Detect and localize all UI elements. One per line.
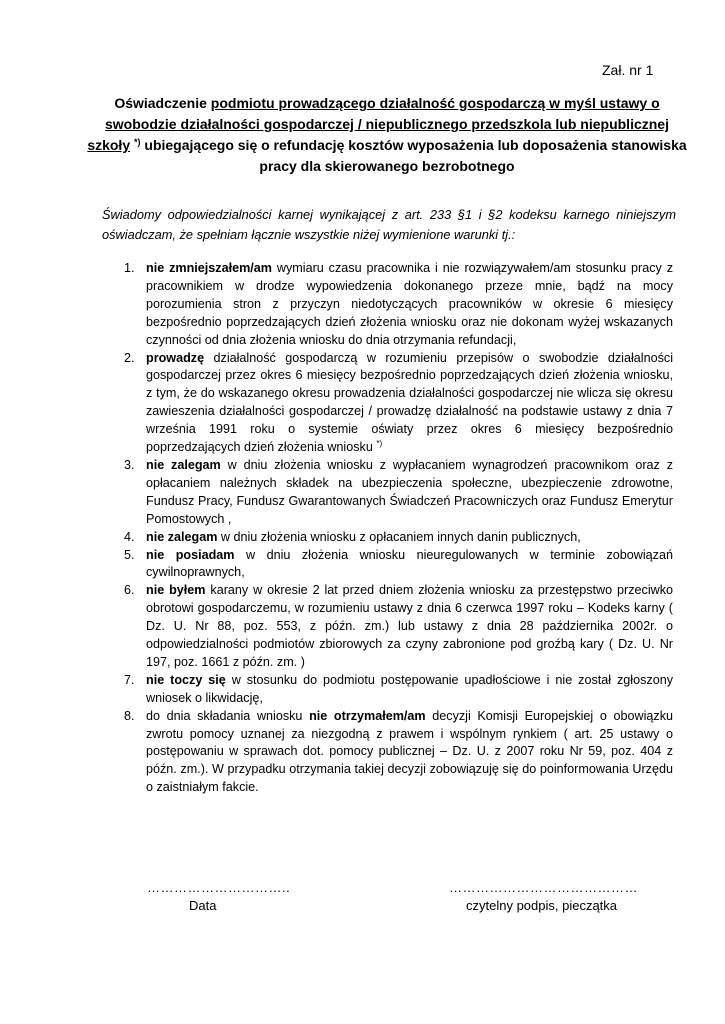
- condition-keyword: nie posiadam: [146, 547, 235, 562]
- condition-number: 1.: [124, 261, 135, 275]
- condition-text: w dniu złożenia wniosku z wypłacaniem wynagrodzeń pracownikom oraz z opłacaniem należnych składek na ubezpieczenia społeczne, ubezpieczenie zdrowotne, Fundusz Pracy, Fundusz Gwarantowanych Świadczeń Pracowniczych oraz Fundusz Emerytur Pomostowych ,: [146, 457, 673, 526]
- title-rest: ubiegającego się o refundację kosztów wyposażenia lub doposażenia stanowiska pracy dla skierowanego bezrobotnego: [140, 137, 687, 174]
- condition-prefix: do dnia składania wniosku: [146, 708, 310, 723]
- condition-text: w stosunku do podmiotu postępowanie upadłościowe i nie został zgłoszony wniosek o likwidację,: [146, 672, 673, 705]
- date-dotted-line: …………………………..: [147, 880, 291, 895]
- condition-item-1: [124, 260, 674, 350]
- condition-keyword: nie toczy się: [146, 672, 226, 687]
- condition-keyword: nie zalegam: [146, 529, 218, 544]
- condition-item-7: [124, 672, 673, 708]
- condition-item-6: [124, 582, 674, 672]
- condition-number: 3.: [124, 457, 135, 472]
- title-underlined-part: podmiotu prowadzącego działalność gospodarczą w myśl ustawy o swobodzie działalności gospodarczej / niepublicznego przedszkola lub niepublicznej szkoły: [87, 95, 669, 153]
- title-lead: Oświadczenie: [114, 95, 211, 111]
- condition-item-5: [124, 547, 673, 583]
- document-title: [84, 93, 690, 177]
- condition-keyword: prowadzę: [146, 350, 205, 365]
- condition-keyword: nie byłem: [146, 583, 206, 598]
- condition-number: 8.: [124, 708, 135, 723]
- signature-label: czytelny podpis, pieczątka: [466, 898, 618, 913]
- condition-footnote-mark: *): [376, 439, 383, 449]
- condition-keyword: nie otrzymałem/am: [309, 708, 426, 723]
- condition-keyword: nie zalegam: [146, 457, 221, 472]
- attachment-number: Zał. nr 1: [602, 62, 654, 78]
- condition-item-2: [124, 350, 673, 457]
- condition-text: działalność gospodarczą w rozumieniu przepisów o swobodzie działalności gospodarczej przez okres 6 miesięcy bezpośrednio poprzedzających dzień złożenia wniosku, z tym, że do wskazanego okresu prowadzenia działalności gospodarczej nie wlicza się okresu zawieszenia działalności gospodarczej / prowadzę działalność na podstawie ustawy z dnia 7 września 1991 roku o systemie oświaty przez okres 6 miesięcy bezpośrednio poprzedzających dzień złożenia wniosku: [146, 350, 673, 455]
- condition-number: 5.: [124, 547, 135, 562]
- condition-text: karany w okresie 2 lat przed dniem złożenia wniosku za przestępstwo przeciwko obrotowi gospodarczemu, w rozumieniu ustawy z dnia 6 czerwca 1997 roku – Kodeks karny ( Dz. U. Nr 88, poz. 553, z późn. zm.) lub ustawy z dnia 28 października 2002r. o odpowiedzialności podmiotów zbiorowych za czyny zabronione pod groźbą kary ( Dz. U. Nr 197, poz. 1661 z późn. zm. ): [146, 583, 674, 669]
- condition-item-8: [124, 708, 674, 798]
- condition-number: 6.: [124, 583, 135, 598]
- condition-text: decyzji Komisji Europejskiej o obowiązku zwrotu pomocy uznanej za niezgodną z prawem i wspólnym rynkiem ( art. 25 ustawy o postępowaniu w sprawach dot. pomocy publicznej – Dz. U. z 2007 roku Nr 59, poz. 404 z późn. zm.). W przypadku otrzymania takiej decyzji zobowiązuję się do poinformowania Urzędu o zaistniałym fakcie.: [146, 708, 674, 795]
- condition-text: w dniu złożenia wniosku z opłacaniem innych danin publicznych,: [217, 529, 581, 544]
- signature-dotted-line: ……………………………………: [449, 880, 638, 895]
- condition-number: 4.: [124, 529, 135, 544]
- condition-number: 2.: [124, 350, 135, 365]
- condition-keyword: nie zmniejszałem/am: [146, 261, 272, 275]
- condition-text: w dniu złożenia wniosku nieuregulowanych w terminie zobowiązań cywilnoprawnych,: [146, 547, 673, 580]
- conditions-list: [124, 260, 674, 797]
- condition-text: wymiaru czasu pracownika i nie rozwiązywałem/am stosunku pracy z pracownikiem w drodze wypowiedzenia dokonanego przeze mnie, bądź na mocy porozumienia stron z przyczyn niedotyczących pracowników w okresie 6 miesięcy bezpośrednio poprzedzających dzień złożenia wniosku oraz nie dokonam wyżej wskazanych czynności od dnia złożenia wniosku do dnia otrzymania refundacji,: [146, 261, 674, 347]
- declaration-intro: Świadomy odpowiedzialności karnej wynikającej z art. 233 §1 i §2 kodeksu karnego niniejszym oświadczam, że spełniam łącznie wszystkie niżej wymienione warunki tj.:: [102, 207, 676, 242]
- condition-item-4: [124, 529, 673, 547]
- date-label: Data: [189, 898, 217, 913]
- condition-item-3: [124, 457, 673, 529]
- title-footnote-mark: *): [134, 137, 141, 147]
- condition-number: 7.: [124, 672, 135, 687]
